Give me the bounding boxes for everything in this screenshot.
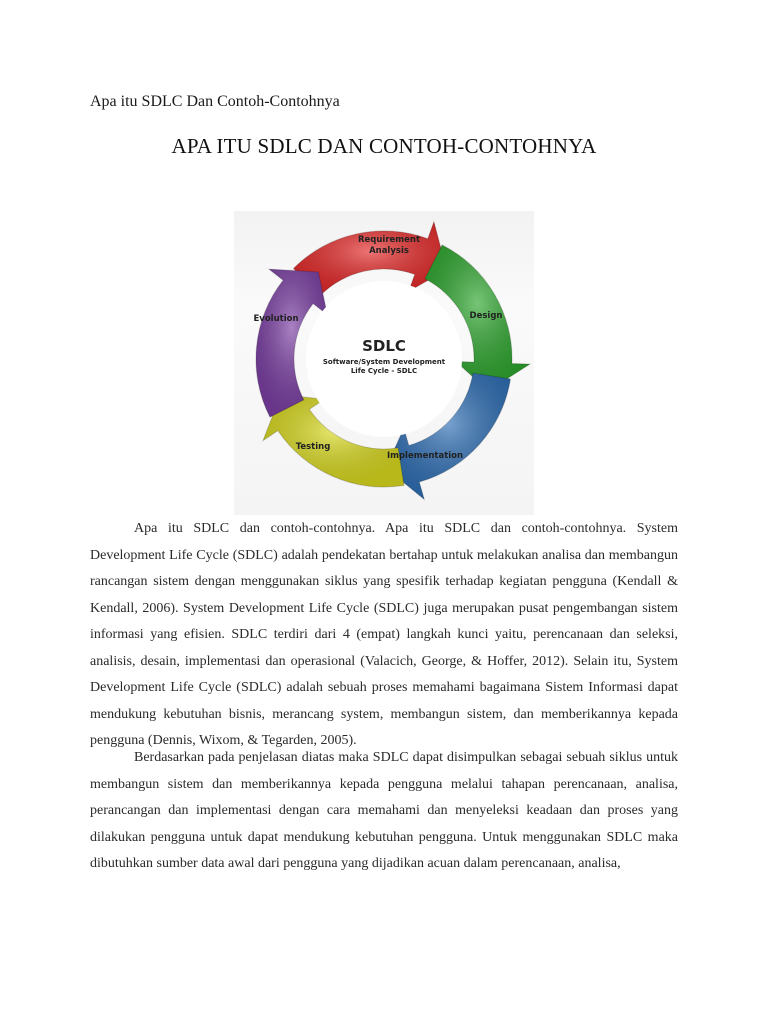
stage-label-requirement-line2: Analysis	[369, 246, 409, 256]
stage-label-testing: Testing	[295, 442, 331, 452]
center-subtitle-line2: Life Cycle - SDLC	[350, 367, 418, 375]
paragraph-1: Apa itu SDLC dan contoh-contohnya. Apa itu SDLC dan contoh-contohnya. System Development Life Cycle (SDLC) adalah pendekatan bertahap untuk melakukan analisa dan membangun rancangan sistem dengan menggunakan siklus yang spesifik terhadap kegiatan pengguna (Kendall & Kendall, 2006). System Development Life Cycle (SDLC) juga merupakan pusat pengembangan sistem informasi yang efisien. SDLC terdiri dari 4 (empat) langkah kunci yaitu, perencanaan dan seleksi, analisis, desain, implementasi dan operasional (Valacich, George, & Hoffer, 2012). Selain itu, System Development Life Cycle (SDLC) adalah sebuah proses memahami bagaimana Sistem Informasi dapat mendukung kebutuhan bisnis, merancang system, membangun sistem, dan memberikannya kepada pengguna (Dennis, Wixom, & Tegarden, 2005).	[90, 521, 678, 748]
stage-label-requirement-line1: Requirement	[357, 235, 421, 245]
center-subtitle-line1: Software/System Development	[322, 358, 446, 366]
document-heading: Apa itu SDLC Dan Contoh-Contohnya	[90, 93, 340, 110]
paragraph-2: Berdasarkan pada penjelasan diatas maka SDLC dapat disimpulkan sebagai sebuah siklus untuk membangun sistem dan memberikannya kepada pengguna melalui tahapan perencanaan, analisa, perancangan dan implementasi dengan cara memahami dan menyeleksi keadaan dan proses yang dilakukan pengguna untuk dapat mendukung kebutuhan pengguna. Untuk menggunakan SDLC maka dibutuhkan sumber data awal dari pengguna yang dijadikan acuan dalam perencanaan, analisa,	[90, 750, 678, 871]
stage-label-evolution: Evolution	[253, 314, 299, 324]
stage-label-design: Design	[469, 311, 503, 321]
document-title: APA ITU SDLC DAN CONTOH-CONTOHNYA	[171, 134, 597, 158]
sdlc-diagram	[234, 211, 534, 515]
center-title: SDLC	[362, 337, 406, 355]
stage-label-implementation: Implementation	[386, 451, 464, 461]
sdlc-cycle-graphic	[234, 211, 534, 515]
